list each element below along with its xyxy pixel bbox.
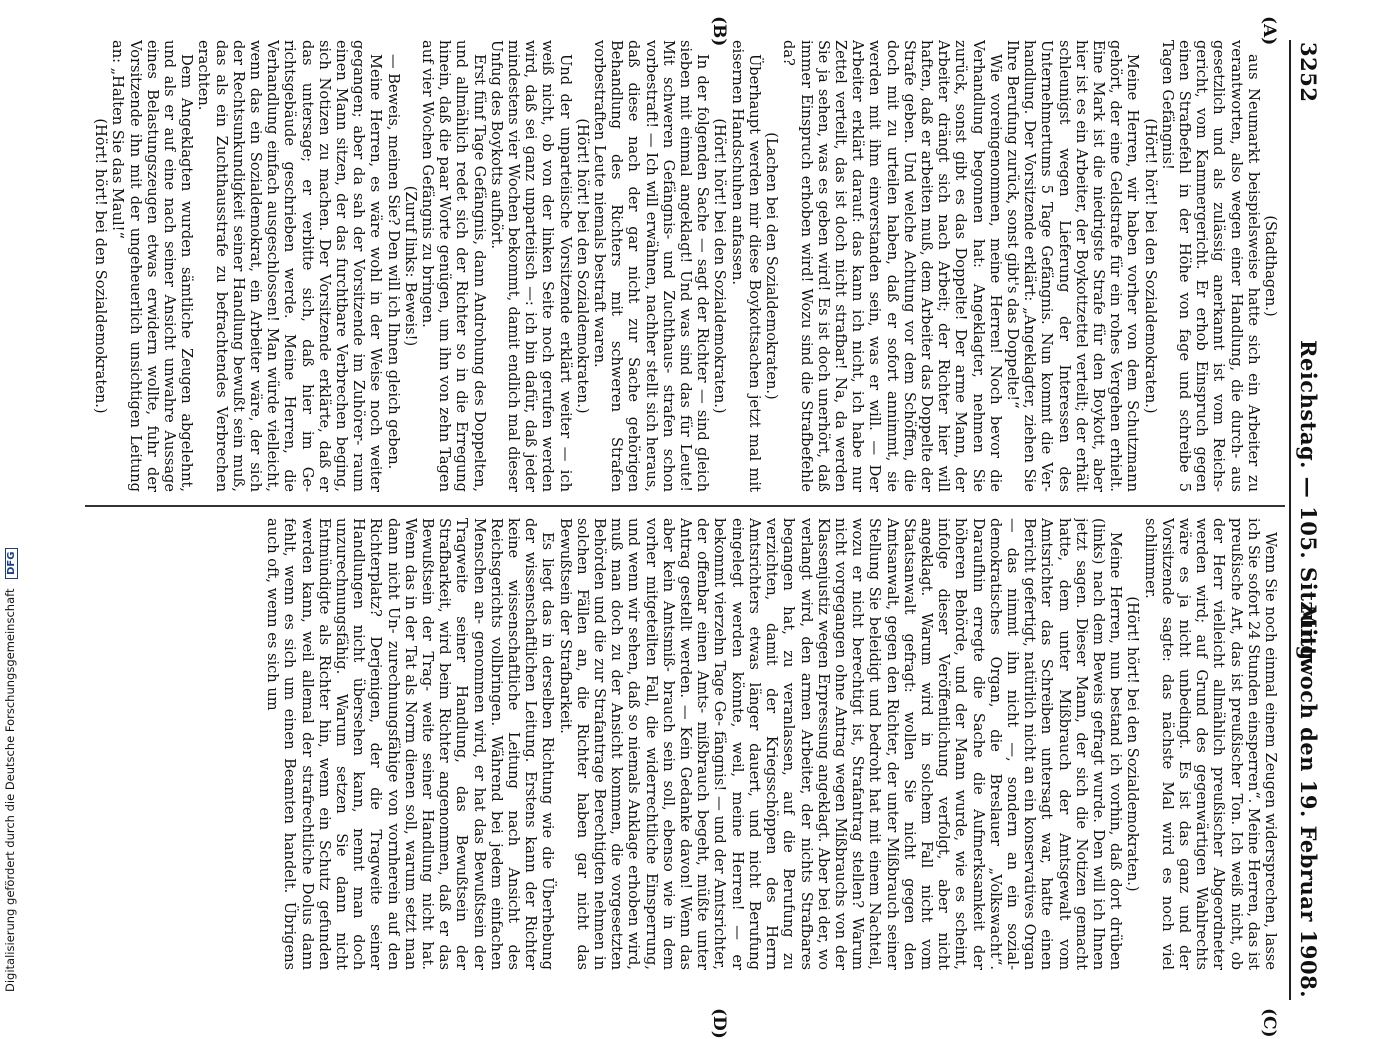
running-head [1285,40,1325,1000]
header-rule [1289,40,1291,1000]
document-page [65,16,1325,1039]
margin-mark-b: (B) [709,16,729,47]
paragraph: (Stadthagen.) [1262,215,1279,317]
paragraph: (Hört! hört! bei den Sozialdemokraten.) [573,118,591,414]
header-session-title: Reichstag. — 105. Sitzung. [1296,340,1321,669]
paragraph: Meine Herren, es wäre wohl in der Weise noch weiter gegangen; aber da sah der Vorsitzende im Zuhörer- raum einen Mann sitzen, der das furchtbare Verbrechen beging, sich Notizen zu machen. Der Vorsitzende erklärte, daß er das untersage; er verbitte sich, daß hier im Ge- richtsgebäude geschrieben werde. Meine Herren, die Verhandlung einfach ausgeschlossen! Man würde vielleicht, wenn das ein Sozialdemokrat, ein Arbeiter wäre, der sich der Rechtsunkundigkeit seiner Handlung bewußt sein muß, das als ein Zuchthausstrafe zu befrachtendes Verbrechen erachten. [195,40,385,492]
paragraph: Überhaupt werden mir diese Boykottsachen jetzt mal mit eisernen Handschuhen anfassen. [728,40,763,492]
paragraph: — Beweis, meinen Sie? Den will ich Ihnen gleich geben. [384,54,402,470]
dfg-logo: DFG [5,548,18,579]
left-column [89,40,1279,492]
right-column [89,518,1279,970]
paragraph: Es liegt das in derselben Richtung wie die Überhebung der wissenschaftlichen Leitung. Erstens kann der Richter keine wissenschaftliche Leitung nach Ansicht des Reichsgerichts vollbringen. Während bei jedem einfachen Menschen an- genommen wird, er hat das Bewußtsein der Tragweite seiner Handlung, das Bewußtsein der Strafbarkeit, wird beim Richter angenommen, daß er das Bewußtsein der Trag- weite seiner Handlung nicht hat. Wenn das in der Tat als Norm dienen soll, warum setzt man dann nicht Un- zurechnungsfähige von vornherein auf den Richterplatz? Derjenigen, der die Tragweite seiner Handlungen nicht übersehen kann, nennt man doch unzurechnungsfähig. Warum setzen Sie dann nicht Entmündigte als Richter hin, wenn ein Schutz gefunden werden kann, weil allemal der strafrechtliche Dolus dann fehlt, wenn es sich um einen Beamten handelt. Übrigens auch oft, wenn es sich um [264,518,557,970]
paragraph: (Hört! hört! bei den Sozialdemokraten.) [1124,596,1142,892]
column-divider [85,505,1285,507]
paragraph: (Hört! hört! bei den Sozialdemokraten.) [1141,118,1159,414]
margin-mark-d: (D) [709,1008,729,1039]
page-number: 3252 [1296,42,1321,103]
paragraph: Meine Herren, nun bestand ich vorhin, daß dort drüben (links) nach dem Beweis gefragt wurde. Den will ich Ihnen jetzt sagen. Dieser Mann, der sich die Notizen gemacht hatte, dem unter Mißbrauch der Amtsgewalt vom Amtsrichter das Schreiben untersagt war, hatte einen Bericht gefertigt, natürlich nicht an ein konservatives Organ — das nimmt ihn nicht —, sondern an ein sozial- demokratisches Organ, die Breslauer „Volkswacht“. Daraufhin erregte die Sache die Aufmerksamkeit der höheren Behörde, und der Mann wurde, wie es scheint, infolge dieser Veröffentlichung verfolgt, aber nicht angeklagt. Warum wird in solchem Fall nicht vom Staatsanwalt gefragt: wollen Sie nicht gegen den Amtsanwalt, gegen den Richter, der unter Mißbrauch seiner Stellung Sie beleidigt und bedroht hat mit einem Nachteil, wozu er nicht berechtigt ist, Strafantrag stellen? Warum nicht vorgegangen ohne Antrag wegen Mißbrauchs von der Klassenjustiz wegen Erpressung angeklagt. Aber bei der, wo verlangt wird, den armen Arbeiter, der nichts Strafbares begangen hat, zu veranlassen, auf die Berufung zu verzichten, damit der Kriegsschöppen des Herrn Amtsrichters etwas länger dauert, und nicht Berufung eingelegt werden könnte, weil, meine Herren! — er bekommt vierzehn Tage Ge- fängnis! — und der Amtsrichter, der offenbar einen Amts- mißbrauch begeht, müßte unter Antrag gestellt werden. — Kein Gedanke davon! Wenn das aber kein Amtsmiß- brauch sein soll, ebenso wie in dem vorher mitgeteilten Fall, die widerrechtliche Einsperrung, und wenn wir sehen, daß so niemals Anklage erhoben wird, muß man doch zu der Ansicht kommen, die vorgesetzten Behörden und die zur Strafantrage Berechtigten nehmen in solchen Fällen an, die Richter haben gar nicht das Bewußtsein der Strafbarkeit. [556,518,1125,970]
paragraph: Erst fünf Tage Gefängnis, dann Androhung des Doppelten, und allmählich redet sich der Richter so in die Erregung hinein, daß die paar Worte genügen, um ihn von zehn Tagen auf vier Wochen Gefängnis zu bringen. [419,40,488,492]
paragraph: Und der unparteiische Vorsitzende erklärt weiter — ich weiß nicht, ob von der linken Seite noch gerufen werden wird, daß sei ganz unparteiisch —: ich bin dafür, daß jeder mindestens vier Wochen bekommt, damit endlich mal dieser Unfug des Boykotts aufhört. [487,40,574,492]
paragraph: (Hört! hört! bei den Sozialdemokraten.) [711,118,729,414]
paragraph: Dem Angeklagten wurden sämtliche Zeugen abgelehnt, und als er auf eine nach seiner Ansicht unwahre Aussage eines Belastungszeugen etwas erwidern wollte, fuhr der Vorsitzende ihn mit der ungeheuerlich unsichtigen Leitung an: „Halten Sie das Maul!“ [109,40,196,492]
paragraph: aus Neumarkt beispielsweise hatte sich ein Arbeiter zu verantworten, also wegen einer Handlung, die durch- aus gesetzlich und als zulässig anerkannt ist vom Reichs- gericht, vom Kammergericht. Er erhob Einspruch gegen einen Strafbefehl in der Höhe von fage und schreibe 5 Tagen Gefängnis! [1158,40,1262,492]
credit-text: Digitalisierung gefördert durch die Deutsche Forschungsgemeinschaft [3,588,17,992]
margin-mark-c: (C) [1259,1008,1279,1038]
digitization-credit [0,0,20,1000]
paragraph: Wenn Sie noch einmal einem Zeugen widersprechen, lasse ich Sie sofort 24 Stunden einsperren“. Meine Herren, das ist preußische Art, das ist preußischer Ton. Ich weiß nicht, ob der Herr vielleicht allmählich preußischer Abgeordneter werden wird; auf Grund des gegenwärtigen Wahlrechts wäre es ja nicht unbedingt. Es ist das ganz und der Vorsitzende sagte: das nächste Mal wird es noch viel schlimmer. [1141,518,1279,970]
paragraph: Wie voreingenommen, meine Herren! Noch bevor die Verhandlung begonnen hat: Angeklagter, nehmen Sie zurück, sonst gibt es das Doppelte! Der arme Mann, der Arbeiter drängt sich nach Arbeit; der Richter hier will haften, daß er arbeiten muß, dem Arbeiter das Doppelte der Strafe geben. Und welche Achtung vor dem Schöffen, die doch mit zu urteilen haben, daß er sofort annimmt, sie werden mit ihm einverstanden sein, was er will. — Der Arbeiter erklärt darauf: das kann ich nicht, ich habe nur Zettel verteilt, das ist doch nicht strafbar! Na, da werden Sie ja sehen, was es geben wird! Es ist doch unerhört, daß immer Einspruch erhoben wird! Wozu sind die Strafbefehle da? [780,40,1004,492]
paragraph: In der folgenden Sache — sagt der Richter — sind gleich sieben mit einmal angeklagt! Und was sind das für Leute! Mit schweren Gefängnis- und Zuchthaus- strafen schon vorbestraft! — Ich will erwähnen, nachher stellt sich heraus, daß diese nach der gar nicht zur Sache gehörigen Behandlung des Richters mit schweren Strafen vorbestraften Leute niemals bestraft waren. [591,40,712,492]
header-date: Mittwoch den 19. Februar 1908. [1296,604,1321,998]
paragraph: Meine Herren, wir haben vorher von dem Schutzmann gehört, der eine Geldstrafe für ein rohes Vergehen erhielt. Eine Mark ist die niedrigste Strafe für den Boykott, aber hier ist es ein Arbeiter, der Boykottzettel verteilt; der erhält schleunigst wegen Lieferung der Interessen des Unternehmertums 5 Tage Gefängnis. Nun kommt die Ver- handlung. Der Vorsitzende erklärt: „Angeklagter, ziehen Sie Ihre Berufung zurück, sonst gibt's das Doppelte!“ [1003,40,1142,492]
paragraph: (Lachen bei den Sozialdemokraten.) [763,132,781,400]
margin-mark-a: (A) [1259,16,1279,46]
paragraph: (Zuruf links: Beweis!) [401,185,419,347]
paragraph: (Hört! hört! bei den Sozialdemokraten.) [92,118,110,414]
